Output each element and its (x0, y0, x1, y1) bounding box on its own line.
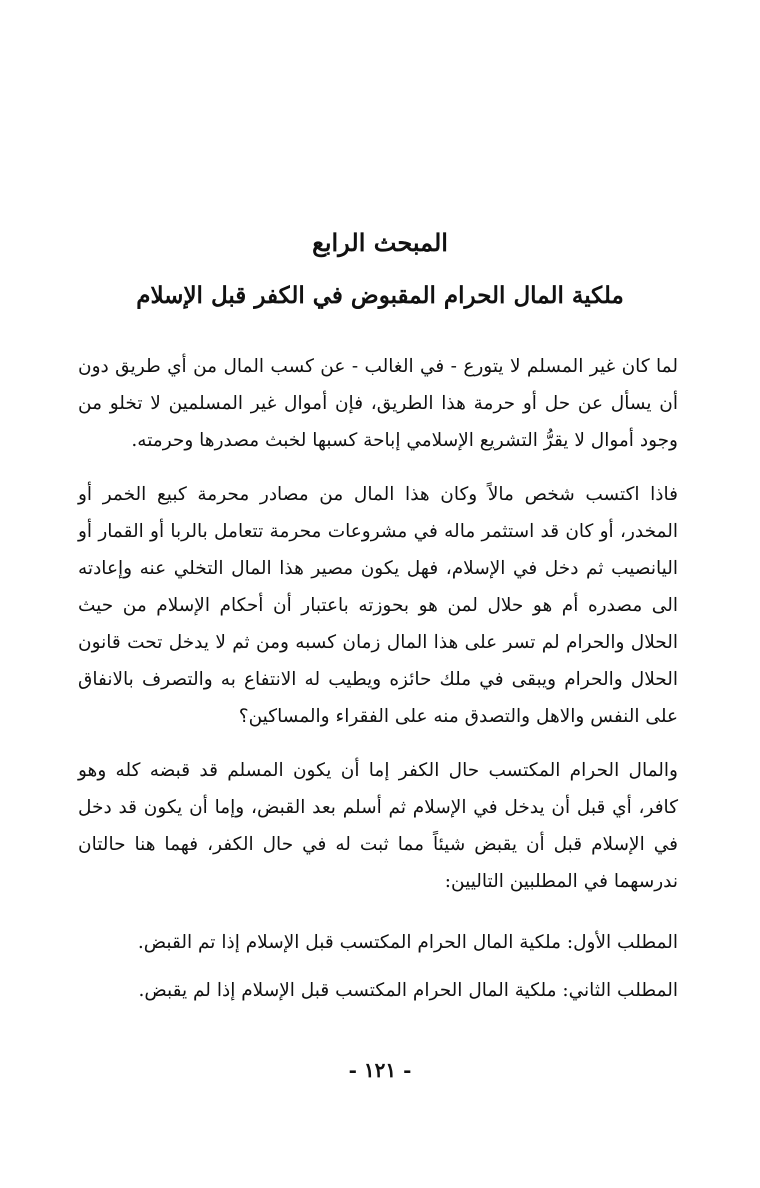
paragraph-cases: والمال الحرام المكتسب حال الكفر إما أن يكون المسلم قد قبضه كله وهو كافر، أي قبل أن يدخل في الإسلام ثم أسلم بعد القبض، وإما أن يكون قد دخل في الإسلام قبل أن يقبض شيئاً مما ثبت له في حال الكفر، فهما هنا حالتان ندرسهما في المطلبين التاليين: (78, 760, 678, 892)
subsection-second: المطلب الثاني: ملكية المال الحرام المكتسب قبل الإسلام إذا لم يقبض. (138, 980, 678, 1001)
section-subtitle: ملكية المال الحرام المقبوض في الكفر قبل الإسلام (136, 282, 624, 309)
paragraph-question: فاذا اكتسب شخص مالاً وكان هذا المال من مصادر محرمة كبيع الخمر أو المخدر، أو كان قد استثمر ماله في مشروعات محرمة تتعامل بالربا أو القمار أو اليانصيب ثم دخل في الإسلام، فهل يكون مصير هذا المال التخلي عنه وإعادته الى مصدره أم هو حلال لمن هو بحوزته باعتبار أن أحكام الإسلام من حيث الحلال والحرام لم تسر على هذا المال زمان كسبه ومن ثم لا يدخل تحت قانون الحلال والحرام ويبقى في ملك حائزه ويطيب له الانتفاع به والتصرف بالانفاق على النفس والاهل والتصدق منه على الفقراء والمساكين؟ (78, 484, 678, 727)
paragraph-intro: لما كان غير المسلم لا يتورع - في الغالب - عن كسب المال من أي طريق دون أن يسأل عن حل أو حرمة هذا الطريق، فإن أموال غير المسلمين لا تخلو من وجود أموال لا يقرُّ التشريع الإسلامي إباحة كسبها لخبث مصدرها وحرمته. (78, 356, 678, 451)
page-number: - ١٢١ - (348, 1058, 412, 1082)
subsection-first: المطلب الأول: ملكية المال الحرام المكتسب قبل الإسلام إذا تم القبض. (137, 932, 678, 953)
section-title: المبحث الرابع (312, 228, 448, 257)
